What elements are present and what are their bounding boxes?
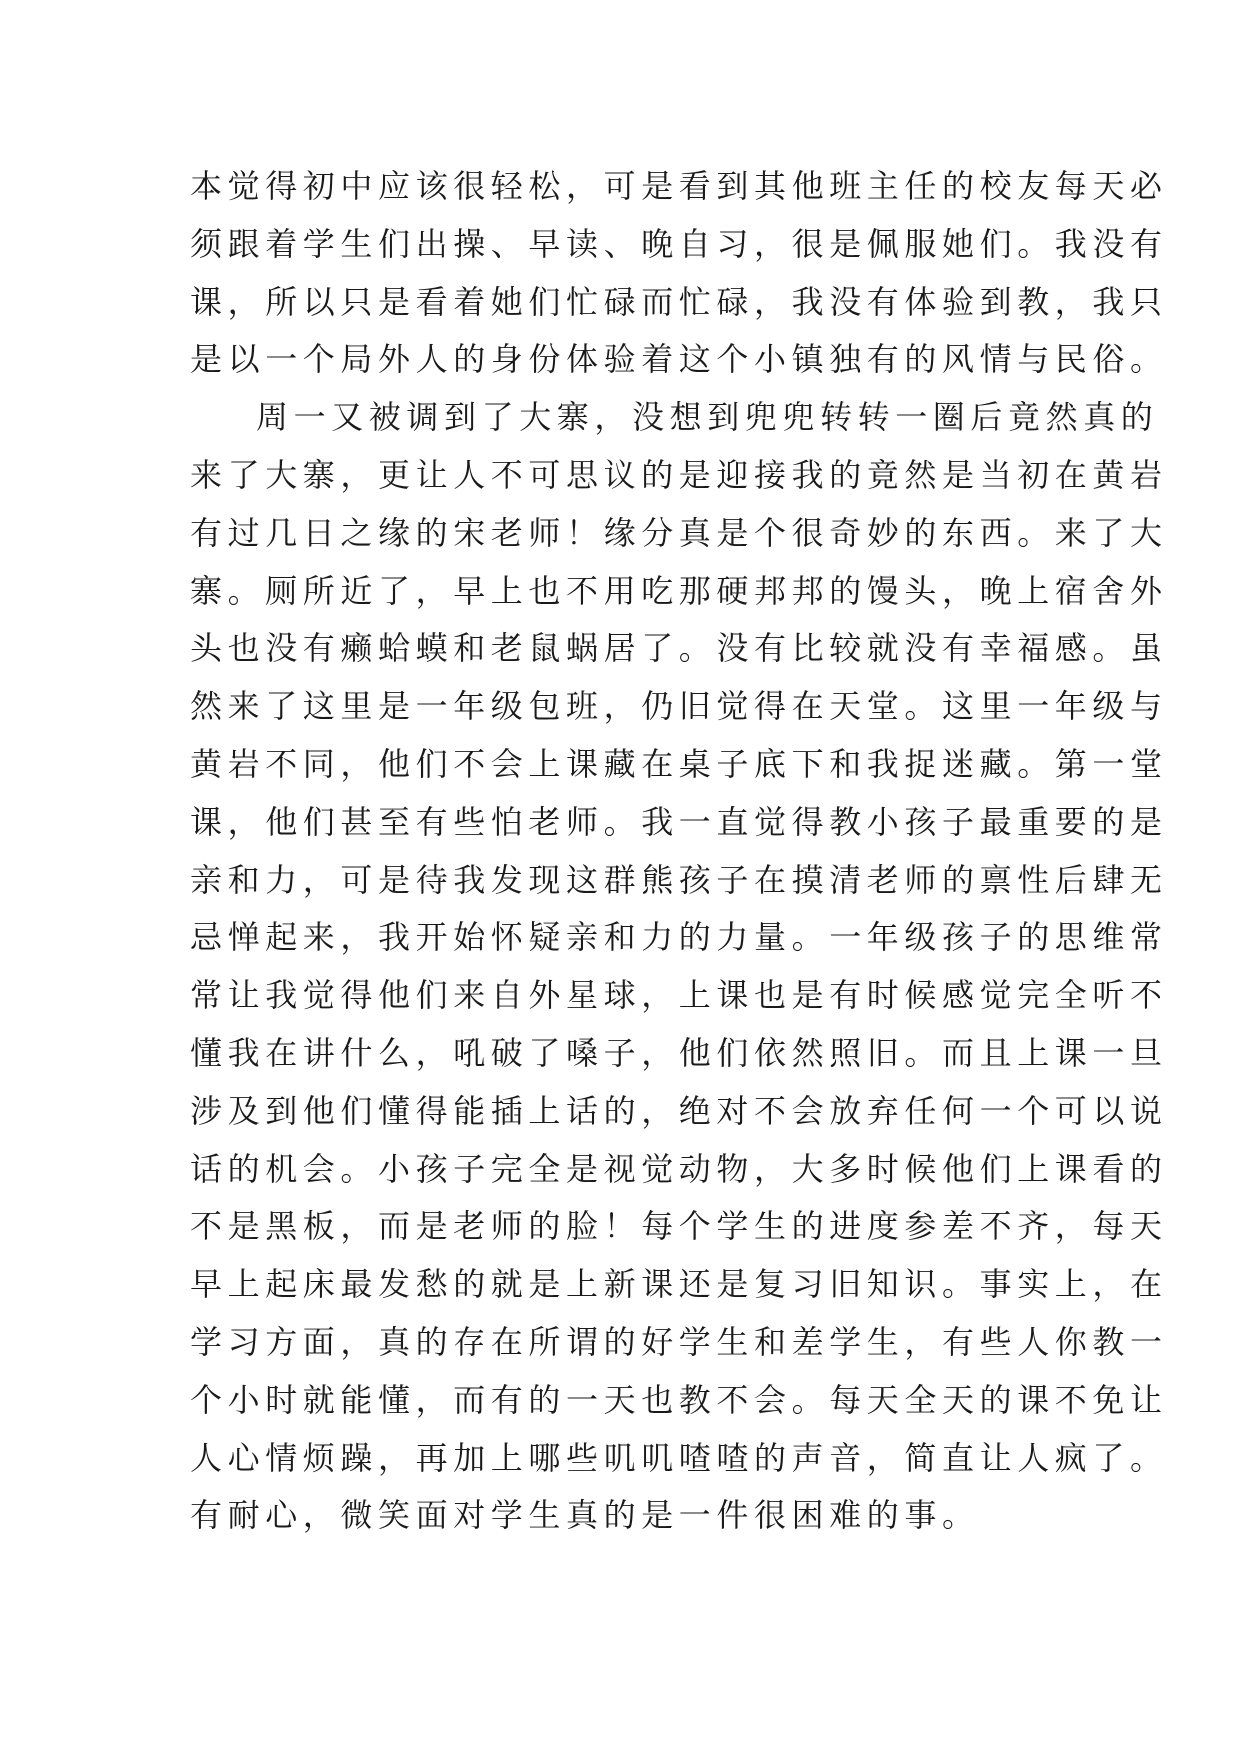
text-line: 来了大寨，更让人不可思议的是迎接我的竟然是当初在黄岩 bbox=[190, 455, 1168, 494]
text-line: 头也没有癞蛤蟆和老鼠蜗居了。没有比较就没有幸福感。虽 bbox=[190, 629, 1168, 668]
text-line: 话的机会。小孩子完全是视觉动物，大多时候他们上课看的 bbox=[190, 1149, 1168, 1188]
text-line: 寨。厕所近了，早上也不用吃那硬邦邦的馒头，晚上宿舍外 bbox=[190, 571, 1168, 610]
text-line: 学习方面，真的存在所谓的好学生和差学生，有些人你教一 bbox=[190, 1322, 1168, 1361]
body-text bbox=[190, 158, 1168, 1545]
text-line: 本觉得初中应该很轻松，可是看到其他班主任的校友每天必 bbox=[190, 167, 1168, 205]
text-line: 不是黑板，而是老师的脸！每个学生的进度参差不齐，每天 bbox=[190, 1207, 1168, 1246]
text-line: 人心情烦躁，再加上哪些叽叽喳喳的声音，简直让人疯了。 bbox=[190, 1438, 1168, 1477]
text-line: 是以一个局外人的身份体验着这个小镇独有的风情与民俗。 bbox=[190, 340, 1168, 379]
text-line: 早上起床最发愁的就是上新课还是复习旧知识。事实上，在 bbox=[190, 1265, 1168, 1304]
text-line: 忌惮起来，我开始怀疑亲和力的力量。一年级孩子的思维常 bbox=[190, 918, 1168, 957]
text-line: 须跟着学生们出操、早读、晚自习，很是佩服她们。我没有 bbox=[190, 224, 1168, 263]
text-line: 课，所以只是看着她们忙碌而忙碌，我没有体验到教，我只 bbox=[190, 282, 1168, 321]
text-line: 懂我在讲什么，吼破了嗓子，他们依然照旧。而且上课一旦 bbox=[190, 1033, 1168, 1072]
text-line: 然来了这里是一年级包班，仍旧觉得在天堂。这里一年级与 bbox=[190, 687, 1168, 726]
text-line: 有过几日之缘的宋老师！缘分真是个很奇妙的东西。来了大 bbox=[190, 513, 1168, 552]
text-line: 个小时就能懂，而有的一天也教不会。每天全天的课不免让 bbox=[190, 1380, 1168, 1419]
text-line: 黄岩不同，他们不会上课藏在桌子底下和我捉迷藏。第一堂 bbox=[190, 744, 1168, 783]
text-line: 有耐心，微笑面对学生真的是一件很困难的事。 bbox=[190, 1496, 980, 1535]
text-line: 亲和力，可是待我发现这群熊孩子在摸清老师的禀性后肆无 bbox=[190, 860, 1168, 899]
text-line: 涉及到他们懂得能插上话的，绝对不会放弃任何一个可以说 bbox=[190, 1091, 1168, 1130]
text-line: 课，他们甚至有些怕老师。我一直觉得教小孩子最重要的是 bbox=[190, 802, 1168, 841]
paragraph-first-line: 周一又被调到了大寨，没想到兜兜转转一圈后竟然真的 bbox=[256, 398, 1159, 437]
text-line: 常让我觉得他们来自外星球，上课也是有时候感觉完全听不 bbox=[190, 976, 1168, 1015]
